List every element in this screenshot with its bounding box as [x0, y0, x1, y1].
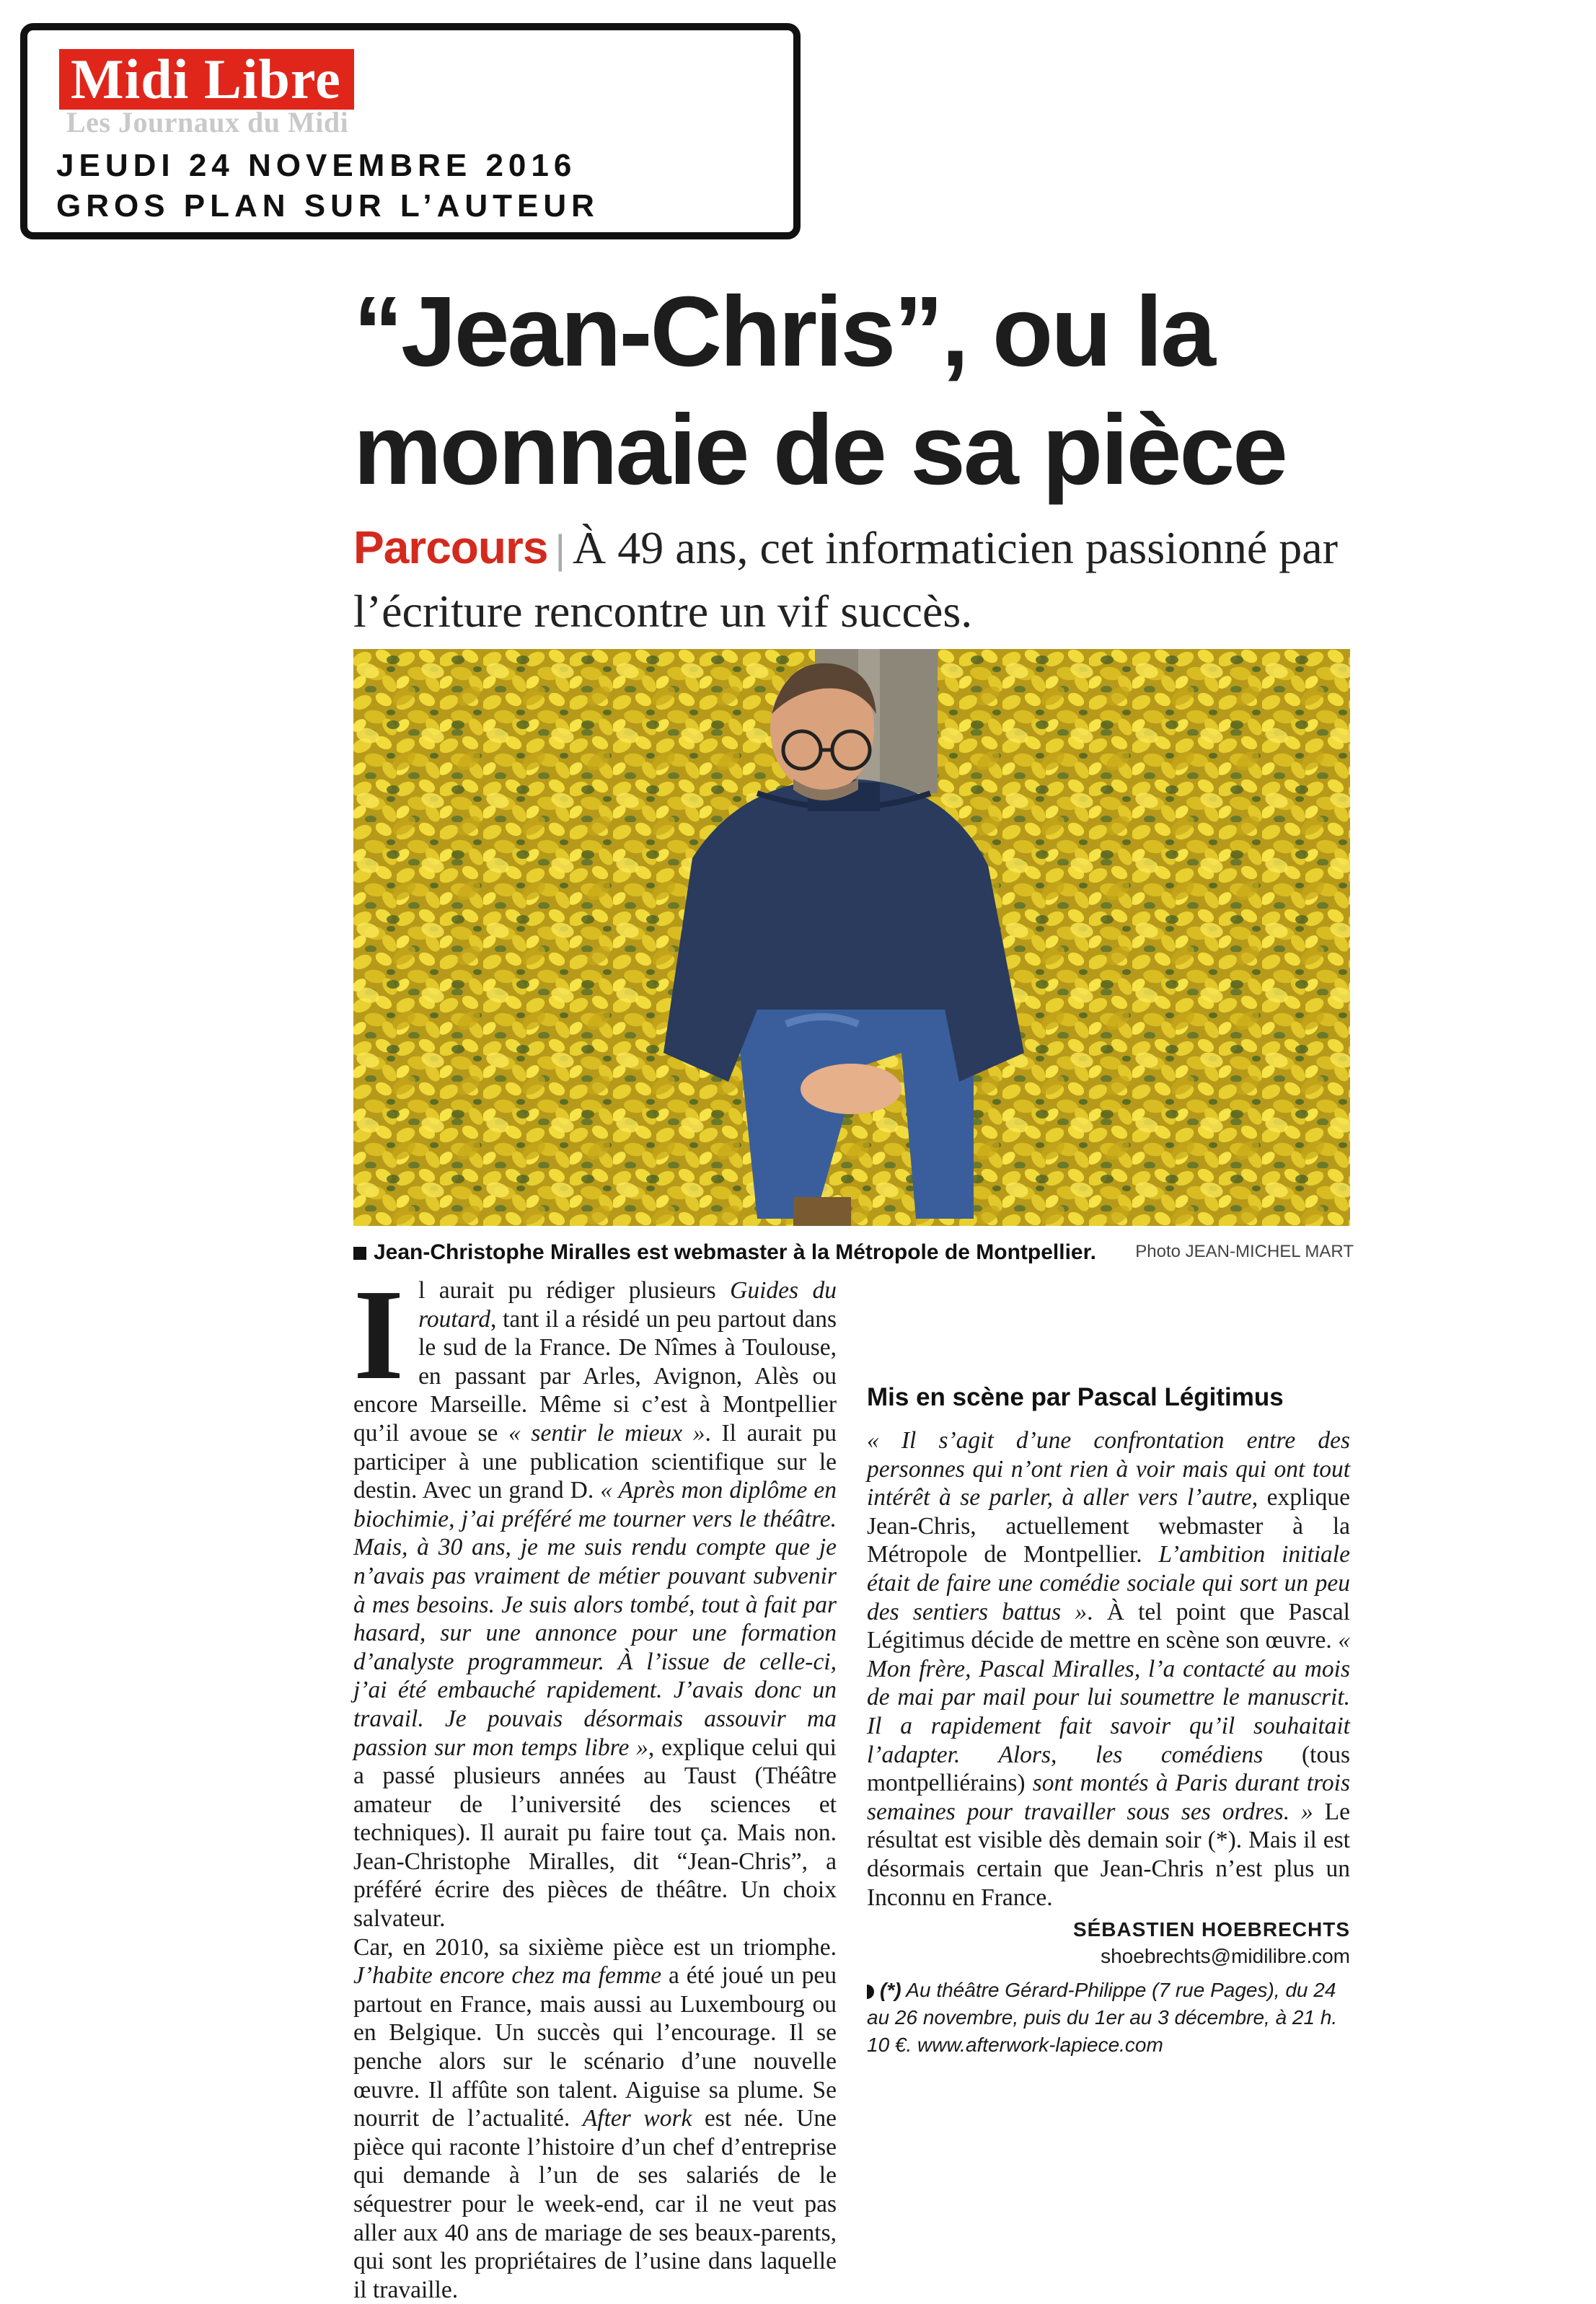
dropcap: I	[353, 1263, 405, 1406]
paragraph-1	[353, 1263, 837, 1933]
p3-text-d: . À tel point que Pascal Légitimus décide de mettre en scène son œuvre.	[867, 1598, 1350, 1654]
p3-quote-4: sont montés à Paris durant trois semaines pour travailler sous ses ordres. »	[867, 1770, 1350, 1825]
p1-quote-2: « Après mon diplôme en biochimie, j’ai préféré me tourner vers le théâtre. Mais, à 30 ans, je me suis rendu compte que je n’avais pas vraiment de métier pouvant subvenir à mes besoins. Je suis alors tombé, tout à fait par hasard, sur une annonce pour une formation d’analyste programmeur. À l’issue de celle-ci, j’ai été embauché rapidement. J’avais donc un travail. Je pouvais désormais assouvir ma passion sur mon temps libre »	[353, 1477, 837, 1761]
photo-caption-text: Jean-Christophe Miralles est webmaster à la Métropole de Montpellier.	[374, 1240, 1096, 1264]
p3-text-b: explique Jean-Chris, actuellement webmaster à la Métropole de Montpellier.	[867, 1484, 1350, 1568]
footnote	[867, 1977, 1350, 2059]
p2-play-title-1: J’habite encore chez ma femme	[353, 1962, 662, 1990]
caption-square-icon	[353, 1247, 366, 1260]
article-photo	[353, 649, 1350, 1226]
kicker	[353, 516, 1363, 643]
p2-play-title-2: After work	[582, 2105, 692, 2132]
p1-text-g: , explique celui qui a passé plusieurs années au Taust (Théâtre amateur de l’université des sciences et techniques). Il aurait pu faire tout ça. Mais non. Jean-Christophe Miralles, dit “Jean-Chris”, a préféré écrire des pièces de théâtre. Un choix salvateur.	[353, 1734, 837, 1933]
kicker-text: À 49 ans, cet informaticien passionné par l’écriture rencontre un vif succès.	[353, 522, 1339, 637]
photo-illustration	[353, 649, 1350, 1226]
publication-date: JEUDI 24 NOVEMBRE 2016	[56, 148, 577, 183]
kicker-label: Parcours	[353, 521, 548, 573]
footnote-bullet-icon	[867, 1985, 874, 1999]
article-column-right	[867, 1367, 1350, 2059]
p3-quote-3: « Mon frère, Pascal Miralles, l’a contacté au mois de mai par mail pour lui soumettre le manuscrit. Il a rapidement fait savoir qu’il souhaitait l’adapter. Alors, les comédiens	[867, 1627, 1350, 1768]
footnote-mark: (*)	[880, 1979, 901, 2002]
newspaper-logo	[59, 49, 354, 137]
headline	[353, 273, 1363, 509]
p3-text-f: (tous montpelliérains)	[867, 1741, 1350, 1797]
author-email: shoebrechts@midilibre.com	[1101, 1945, 1350, 1968]
p2-text-c: a été joué un peu partout en France, mais aussi au Luxembourg ou en Belgique. Un succès qui l’encourage. Il se penche alors sur le scénario d’une nouvelle œuvre. Il affûte son talent. Aiguise sa plume. Se nourrit de l’actualité.	[353, 1962, 837, 2132]
kicker-separator: |	[555, 526, 566, 572]
p2-text-a: Car, en 2010, sa sixième pièce est un triomphe.	[353, 1933, 837, 1961]
p2-text-e: est née. Une pièce qui raconte l’histoire d’un chef d’entreprise qui demande à l’un de ses salariés de le séquestrer pour le week-end, car il ne veut pas aller aux 40 ans de mariage de ses beaux-parents, qui sont les propriétaires de l’usine dans laquelle il travaille.	[353, 2105, 837, 2303]
p1-text-c: , tant il a résidé un peu partout dans le sud de la France. De Nîmes à Toulouse, en passant par Arles, Avignon, Alès ou encore Marseille. Même si c’est à Montpellier qu’il avoue se	[353, 1305, 837, 1447]
p1-text-e: . Il aurait pu participer à une publication scientifique sur le destin. Avec un grand D.	[353, 1419, 837, 1504]
paragraph-2	[353, 1933, 837, 2304]
p1-quote-1: « sentir le mieux »	[508, 1419, 705, 1447]
p3-quote-1: « Il s’agit d’une confrontation entre des personnes qui n’ont rien à voir mais qui ont tout intérêt à se parler, à aller vers l’autre,	[867, 1427, 1350, 1511]
headline-line-2: monnaie de sa pièce	[353, 394, 1286, 506]
headline-line-1: “Jean-Chris”, ou la	[353, 276, 1214, 387]
logo-subtitle: Les Journaux du Midi	[66, 106, 349, 138]
photo-credit: Photo JEAN-MICHEL MART	[1135, 1242, 1354, 1261]
p1-text-b: Guides du routard	[418, 1277, 837, 1333]
subhead: Mis en scène par Pascal Légitimus	[867, 1383, 1284, 1411]
paragraph-3	[867, 1426, 1350, 1912]
p3-quote-2: L’ambition initiale était de faire une comédie sociale qui sort un peu des sentiers battus »	[867, 1541, 1350, 1625]
section-title: GROS PLAN SUR L’AUTEUR	[56, 188, 599, 224]
author-signature: SÉBASTIEN HOEBRECHTS	[1072, 1918, 1350, 1941]
logo-main: Midi Libre	[59, 49, 354, 110]
p3-text-h: Le résultat est visible dès demain soir (*). Mais il est désormais certain que Jean-Chris n’est plus un Inconnu en France.	[867, 1798, 1350, 1911]
article-column-left	[353, 1263, 837, 2304]
footnote-text: Au théâtre Gérard-Philippe (7 rue Pages), du 24 au 26 novembre, puis du 1er au 3 décembre, à 21 h. 10 €. www.afterwork-lapiece.com	[867, 1979, 1338, 2057]
p1-text-a: l aurait pu rédiger plusieurs	[418, 1277, 731, 1304]
header-box	[20, 23, 801, 239]
